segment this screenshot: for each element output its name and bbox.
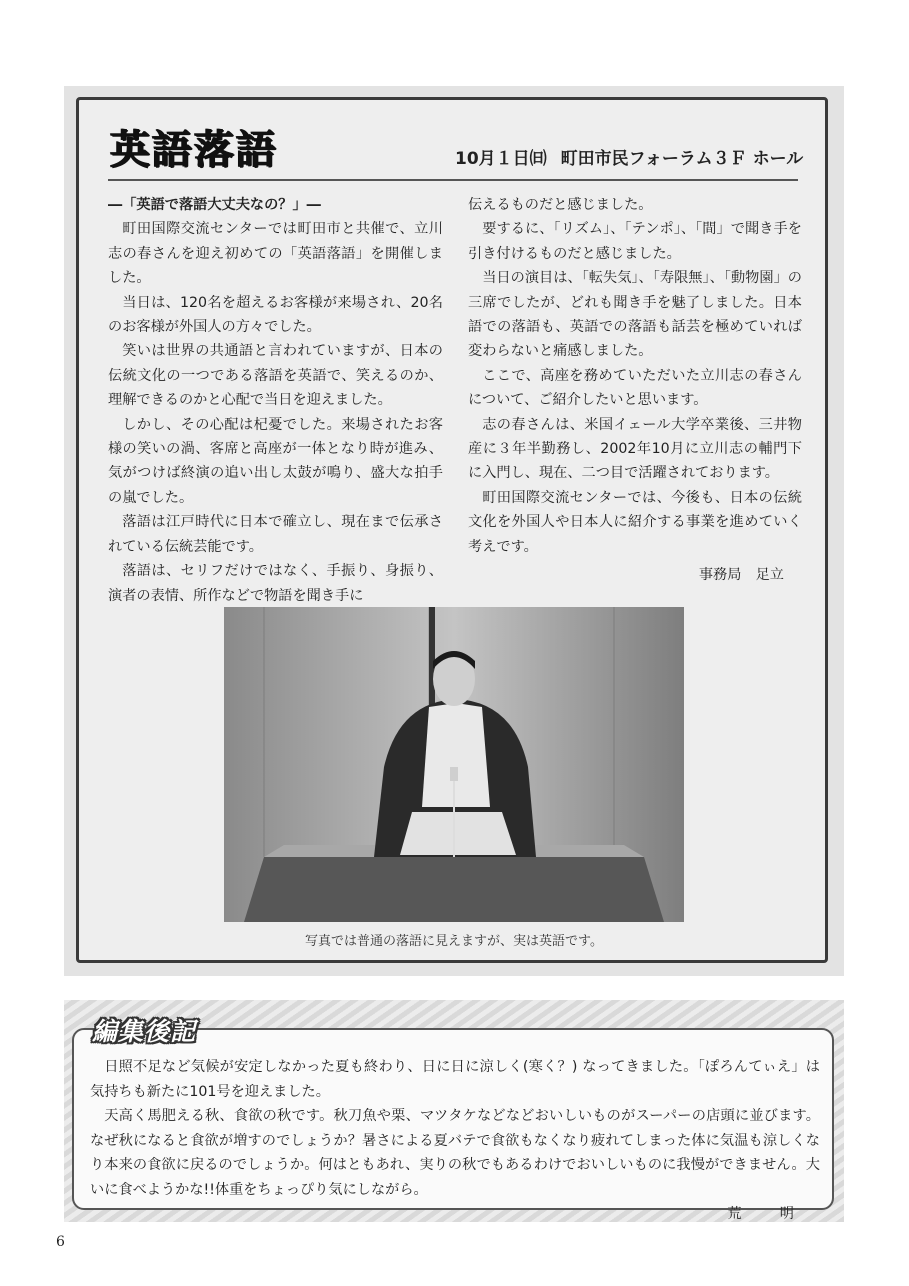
article-paragraph: 笑いは世界の共通語と言われていますが、日本の伝統文化の一つである落語を英語で、笑えるのか、理解できるのかと心配で当日を迎えました。 [108,343,443,409]
editor-paragraph: 日照不足など気候が安定しなかった夏も終わり、日に日に涼しく(寒く？) なってきました。「ぽろんてぃえ」は気持ちも新たに101号を迎えました。 [90,1059,820,1100]
event-date: 10月１日㈰ [455,149,547,169]
article-paragraph: 当日は、120名を超えるお客様が来場され、20名のお客様が外国人の方々でした。 [108,294,443,336]
article-signature: 事務局 足立 [698,567,784,584]
article-subhead: ―「英語で落語大丈夫なの？」― [108,197,321,213]
event-venue: 町田市民フォーラム３Ｆ ホール [560,149,804,169]
article-paragraph-continued: 伝えるものだと感じました。 [468,197,653,213]
article-column-left [108,193,443,608]
article-paragraph: 落語は江戸時代に日本で確立し、現在まで伝承されている伝統芸能です。 [108,514,443,555]
article-paragraph: 落語は、セリフだけではなく、手振り、身振り、演者の表情、所作などで物語を聞き手に [108,563,443,604]
page-number: 6 [56,1234,65,1250]
article-paragraph: 当日の演目は、「転失気」、「寿限無」、「動物園」の三席でしたが、どれも聞き手を魅了しました。日本語での落語も、英語での落語も話芸を極めていれば変わらないと痛感しました。 [468,270,802,360]
editor-note-body [90,1055,820,1227]
article-paragraph: しかし、その心配は杞憂でした。来場されたお客様の笑いの渦、客席と高座が一体となり時が進み、気がつけば終演の追い出し太鼓が鳴り、盛大な拍手の嵐でした。 [108,416,443,506]
article-title: 英語落語 [110,126,278,173]
editor-note-title: 編集後記 [92,1017,197,1046]
article-paragraph: 要するに、「リズム」、「テンポ」、「間」で聞き手を引き付けるものだと感じました。 [468,221,802,262]
article-paragraph: 町田国際交流センターでは町田市と共催で、立川志の春さんを迎え初めての「英語落語」を開催しました。 [108,221,443,287]
article-column-right [468,193,802,588]
rakugo-photo [224,607,684,922]
editor-signature: 荒 明 [727,1206,806,1222]
article-paragraph: 町田国際交流センターでは、今後も、日本の伝統文化を外国人や日本人に紹介する事業を進めていく考えです。 [468,489,802,555]
title-rule [108,179,798,181]
editor-paragraph: 天高く馬肥える秋、食欲の秋です。秋刀魚や栗、マツタケなどなどおいしいものがスーパーの店頭に並びます。なぜ秋になると食欲が増すのでしょうか？暑さによる夏バテで食欲もなくなり疲れてしまった体に気温も涼しくなり本来の食欲に戻るのでしょうか。何はともあれ、実りの秋でもあるわけでおいしいものに我慢ができません。大いに食べようかな!!体重をちょっぴり気にしながら。 [90,1108,820,1198]
rakugo-performer-image [224,607,684,922]
article-paragraph: 志の春さんは、米国イェール大学卒業後、三井物産に３年半勤務し、2002年10月に立川志の輔門下に入門し、現在、二つ目で活躍されております。 [468,416,802,482]
article-paragraph: ここで、高座を務めていただいた立川志の春さんについて、ご紹介したいと思います。 [468,367,802,409]
photo-caption: 写真では普通の落語に見えますが、実は英語です。 [305,934,603,949]
event-info [455,144,803,169]
